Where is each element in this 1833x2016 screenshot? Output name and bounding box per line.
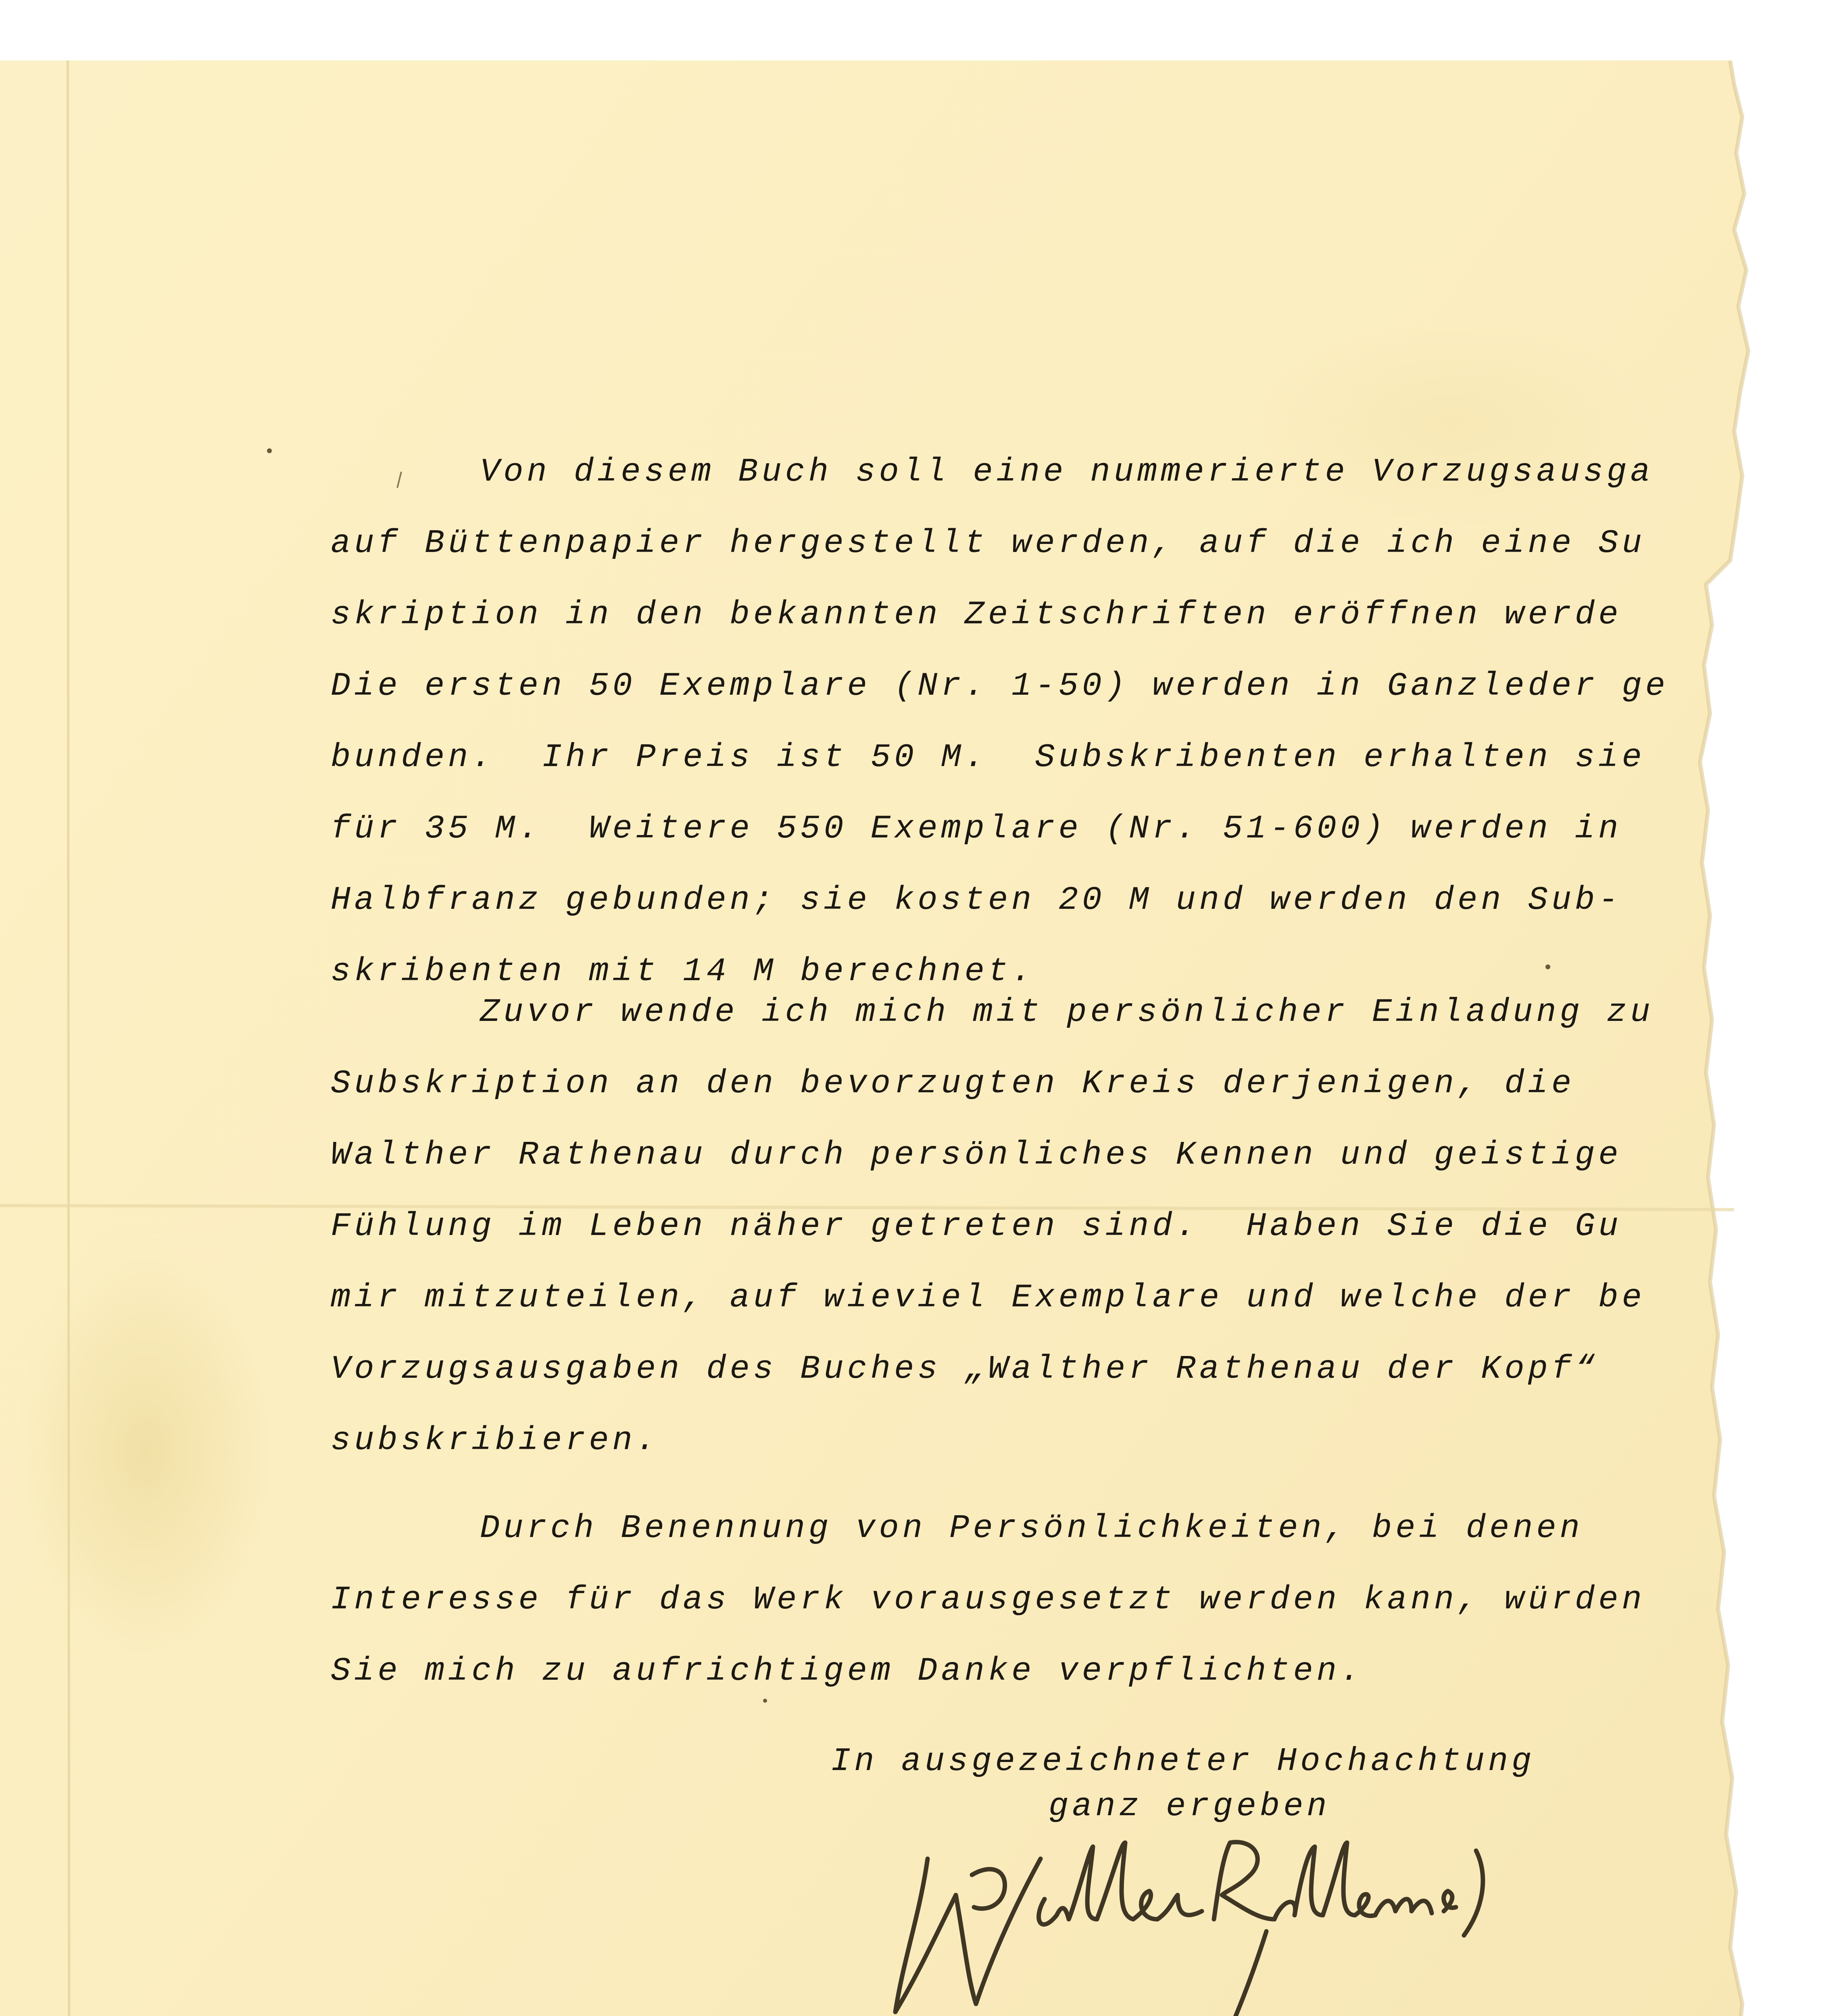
- typed-text-area: [0, 60, 1706, 2016]
- letter-line: Walther Rathenau durch persönliches Kennen und geistige: [331, 1136, 1622, 1174]
- letter-line: Fühlung im Leben näher getreten sind. Haben Sie die Gu: [331, 1208, 1622, 1245]
- letter-line: Subskription an den bevorzugten Kreis derjenigen, die: [331, 1065, 1575, 1102]
- letter-line: Durch Benennung von Persönlichkeiten, bei denen: [480, 1510, 1583, 1547]
- closing-salutation: In ausgezeichneter Hochachtung: [831, 1743, 1535, 1780]
- letter-line: Zuvor wende ich mich mit persönlicher Einladung zu: [480, 993, 1654, 1031]
- letter-line: Interesse für das Werk vorausgesetzt werden kann, würden: [331, 1581, 1645, 1618]
- letter-line: Sie mich zu aufrichtigem Danke verpflichten.: [331, 1652, 1364, 1690]
- letter-line: auf Büttenpapier hergestellt werden, auf die ich eine Su: [331, 525, 1645, 562]
- closing-valediction: ganz ergeben: [1049, 1788, 1330, 1825]
- letter-line: Halbfranz gebunden; sie kosten 20 M und werden den Sub-: [331, 881, 1622, 919]
- letter-line: skribenten mit 14 M berechnet.: [331, 953, 1035, 990]
- letter-line: Von diesem Buch soll eine nummerierte Vorzugsausga: [480, 453, 1654, 491]
- letter-line: Vorzugsausgaben des Buches „Walther Rathenau der Kopf“: [331, 1350, 1599, 1388]
- letter-line: bunden. Ihr Preis ist 50 M. Subskribenten erhalten sie: [331, 739, 1645, 776]
- letter-line: Die ersten 50 Exemplare (Nr. 1-50) werden in Ganzleder ge: [331, 667, 1669, 705]
- handwritten-signature: [871, 1826, 1516, 2016]
- letter-line: skription in den bekannten Zeitschriften eröffnen werde: [331, 596, 1622, 633]
- letter-line: für 35 M. Weitere 550 Exemplare (Nr. 51-600) werden in: [331, 810, 1622, 848]
- letter-line: mir mitzuteilen, auf wieviel Exemplare und welche der be: [331, 1279, 1645, 1316]
- letter-line: subskribieren.: [331, 1422, 659, 1459]
- letter-page: [0, 60, 1833, 2016]
